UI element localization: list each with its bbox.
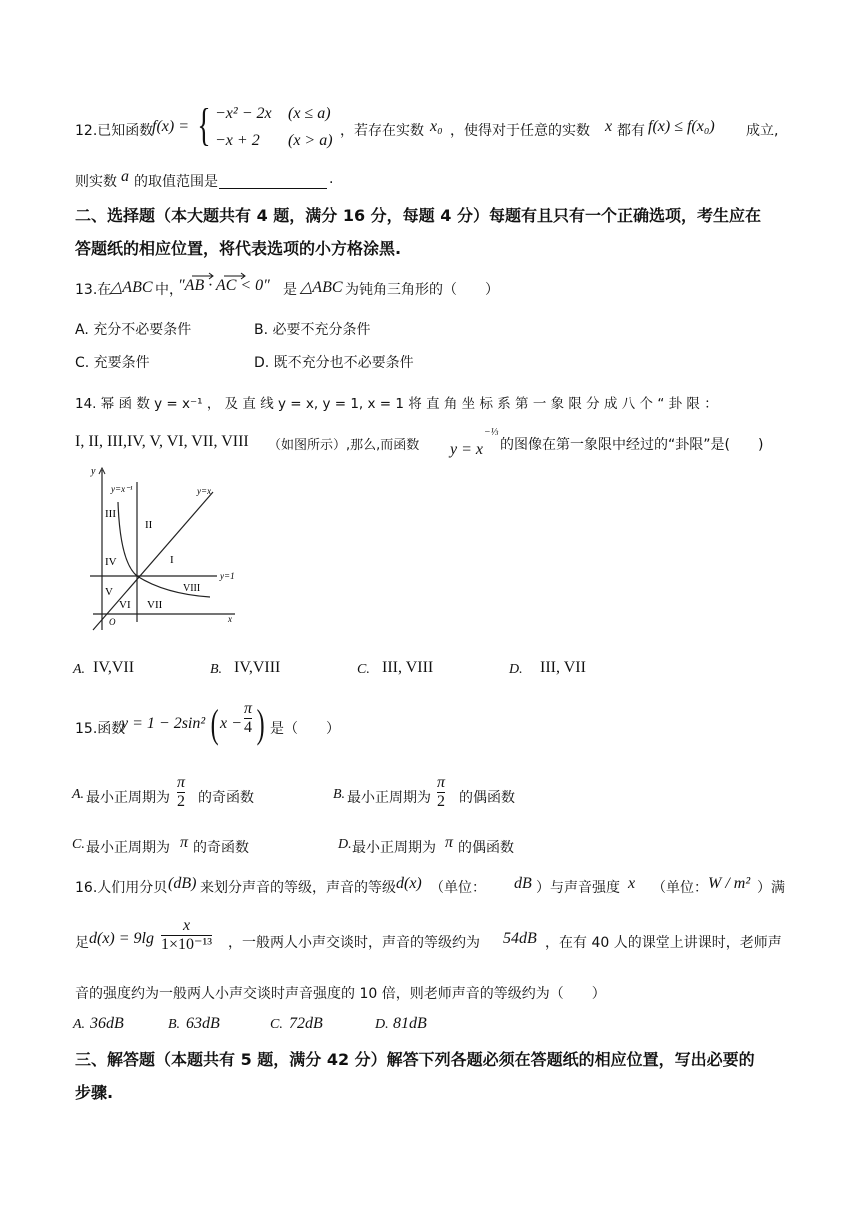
q15-option-c-post: 的奇函数 — [193, 840, 249, 856]
q16-dB: (dB) — [168, 875, 197, 892]
q13-tri2: △ABC — [300, 279, 343, 296]
q15-option-a-den: 2 — [177, 793, 185, 810]
q16-l1c: （单位： — [430, 880, 486, 896]
q15-inner: x − — [220, 715, 242, 732]
q16-dx: d(x) — [396, 875, 422, 892]
q14-line1: 14. 幂 函 数 y = x⁻¹ ， 及 直 线 y = x, y = 1, x = 1 将 直 角 坐 标 系 第 一 象 限 分 成 八 个 “ 卦 限 ： — [75, 396, 718, 412]
axis-x-label: x — [228, 614, 232, 624]
q12-line2c: . — [329, 171, 334, 187]
q15-option-b-frac — [437, 774, 445, 811]
q13-option-d: D. 既不充分也不必要条件 — [254, 355, 414, 371]
q15-option-a-post: 的奇函数 — [198, 790, 254, 806]
q12-tail: 成立, — [746, 123, 779, 139]
q13-vector-arrows — [190, 272, 250, 280]
q15-tail: 是（ ） — [270, 721, 340, 737]
q16-unit: W / m² — [708, 875, 751, 892]
section2-heading-line1: 二、选择题（本大题共有 4 题，满分 16 分，每题 4 分）每题有且只有一个正确选项，考生应在 — [75, 206, 761, 225]
q16-l1e: （单位： — [652, 880, 708, 896]
region-VIII: VIII — [183, 583, 201, 594]
q15-pi: π — [244, 700, 253, 717]
region-I: I — [170, 554, 174, 566]
q14-option-c: III, VIII — [382, 659, 434, 676]
q16-fden: 1×10⁻¹³ — [161, 936, 213, 953]
q16-l2b: ，一般两人小声交谈时，声音的等级约为 — [228, 935, 480, 951]
region-VII: VII — [147, 599, 163, 611]
q16-l1a: 16.人们用分贝 — [75, 880, 168, 896]
q15-option-d-letter: D. — [338, 837, 352, 852]
q12-answer-blank[interactable] — [219, 170, 327, 189]
section2-heading-line2: 答题纸的相应位置，将代表选项的小方格涂黑. — [75, 239, 402, 258]
q16-option-a: 36dB — [90, 1015, 124, 1032]
section3-heading-line2: 步骤. — [75, 1083, 114, 1102]
q14-option-b: IV,VIII — [234, 659, 281, 676]
q12-mid: ，若存在实数 — [340, 123, 424, 139]
q12-a: a — [121, 168, 129, 185]
q12-fx: f(x) = — [152, 118, 189, 135]
q13-stem-d: 为钝角三角形的（ ） — [345, 282, 499, 298]
q14-exp: −⅓ — [484, 427, 499, 438]
q14-option-b-letter: B. — [210, 662, 223, 677]
q14-line2a: I, II, III,IV, V, VI, VII, VIII — [75, 433, 249, 450]
q13-stem-b: 中， — [155, 282, 183, 298]
q16-l2a: 足 — [75, 935, 89, 951]
q15-option-c-letter: C. — [72, 837, 85, 852]
q15-option-c-pre: 最小正周期为 — [86, 840, 170, 856]
label-y1: y=1 — [220, 571, 235, 581]
q16-l3: 音的强度约为一般两人小声交谈时声音强度的 10 倍，则老师声音的等级约为（ ） — [75, 986, 606, 1002]
region-VI: VI — [119, 599, 131, 611]
q13-stem-a: 13.在 — [75, 282, 112, 298]
q15-option-b-post: 的偶函数 — [459, 790, 515, 806]
q15-paren-left: ( — [210, 701, 219, 746]
q14-line2c: 的图像在第一象限中经过的“卦限”是( ) — [500, 437, 764, 453]
q16-option-d: 81dB — [393, 1015, 427, 1032]
q15-fraction — [244, 700, 252, 737]
q12-x0: x₀ — [430, 118, 443, 135]
q16-option-b: 63dB — [186, 1015, 220, 1032]
q13-option-a: A. 充分不必要条件 — [75, 322, 192, 338]
q15-option-a-frac — [177, 774, 185, 811]
q15-option-a-letter: A. — [72, 787, 85, 802]
region-III: III — [105, 508, 116, 520]
q12-case1: −x² − 2x — [215, 105, 272, 122]
region-IV: IV — [105, 556, 117, 568]
q16-v54: 54dB — [503, 930, 537, 947]
q15-option-d-pre: 最小正周期为 — [352, 840, 436, 856]
q15-option-a-num: π — [177, 774, 186, 791]
q15-num: 15.函数 — [75, 721, 126, 737]
q14-option-d-letter: D. — [509, 662, 523, 677]
q16-formula: d(x) = 9lg — [89, 930, 154, 947]
q16-x: x — [628, 875, 636, 892]
q12-mid2: ，使得对于任意的实数 — [450, 123, 590, 139]
q14-option-a-letter: A. — [73, 662, 86, 677]
axis-y-label: y — [91, 466, 96, 477]
q12-x: x — [605, 118, 613, 135]
q12-case2: −x + 2 — [215, 132, 260, 149]
q15-option-d-sym: π — [445, 834, 454, 851]
q16-option-c-letter: C. — [270, 1017, 283, 1032]
q16-l1d: ）与声音强度 — [536, 880, 620, 896]
q15-option-a-pre: 最小正周期为 — [86, 790, 170, 806]
q16-fnum: x — [182, 917, 191, 934]
q12-mid3: 都有 — [617, 123, 645, 139]
origin-label: O — [109, 617, 116, 627]
q12-brace: { — [197, 99, 211, 150]
q12-line2b: 的取值范围是 — [134, 174, 218, 190]
q14-option-c-letter: C. — [357, 662, 370, 677]
label-yx1: y=x⁻¹ — [111, 484, 133, 494]
q15-option-d-post: 的偶函数 — [458, 840, 514, 856]
q12-ineq: f(x) ≤ f(x₀) — [648, 118, 715, 135]
q16-l2c: ，在有 40 人的课堂上讲课时，老师声 — [545, 935, 782, 951]
q16-dB2: dB — [514, 875, 532, 892]
q15-four: 4 — [244, 719, 252, 736]
q15-option-b-letter: B. — [333, 787, 346, 802]
q15-option-b-num: π — [437, 774, 446, 791]
q14-func: y = x — [450, 441, 483, 458]
q12-cond1: (x ≤ a) — [288, 105, 331, 122]
q15-paren-right: ) — [256, 701, 265, 746]
q16-l1b: 来划分声音的等级，声音的等级 — [200, 880, 396, 896]
q15-option-c-sym: π — [180, 834, 189, 851]
q15-func: y = 1 − 2sin² — [121, 715, 206, 732]
q12-cond2: (x > a) — [288, 132, 333, 149]
q12-line2a: 则实数 — [75, 174, 117, 190]
q16-fraction — [161, 917, 212, 954]
q13-stem-c: 是 — [283, 282, 297, 298]
q15-option-b-pre: 最小正周期为 — [347, 790, 431, 806]
q15-option-b-den: 2 — [437, 793, 445, 810]
q13-tri: △ABC — [110, 279, 153, 296]
q16-l1f: ）满 — [757, 880, 785, 896]
q14-line2b: （如图所示）,那么,而函数 — [268, 438, 420, 453]
q16-option-b-letter: B. — [168, 1017, 181, 1032]
q14-option-a: IV,VII — [93, 659, 135, 676]
q14-option-d: III, VII — [540, 659, 586, 676]
q13-cond: ″AB · AC < 0″ — [178, 277, 270, 294]
q16-option-a-letter: A. — [73, 1017, 86, 1032]
label-yx: y=x — [197, 486, 212, 496]
region-II: II — [145, 519, 153, 531]
q14-figure — [85, 462, 245, 637]
q12-num: 12.已知函数 — [75, 123, 154, 139]
q13-option-c: C. 充要条件 — [75, 355, 150, 371]
q16-option-d-letter: D. — [375, 1017, 389, 1032]
region-V: V — [105, 586, 113, 598]
q16-option-c: 72dB — [289, 1015, 323, 1032]
q13-option-b: B. 必要不充分条件 — [254, 322, 371, 338]
section3-heading-line1: 三、解答题（本题共有 5 题，满分 42 分）解答下列各题必须在答题纸的相应位置，写出必要的 — [75, 1050, 755, 1069]
